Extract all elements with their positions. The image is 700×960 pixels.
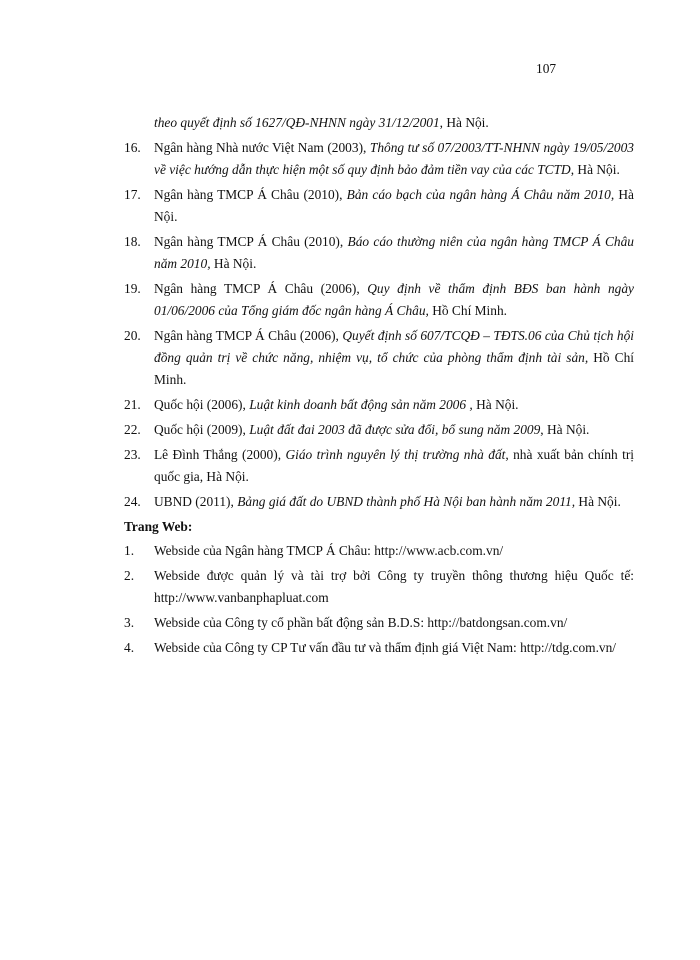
reference-title: Giáo trình nguyên lý thị trường nhà đất — [285, 447, 506, 462]
reference-title: Bảng giá đất do UBND thành phố Hà Nội ban hành năm 2011, — [237, 494, 576, 509]
reference-continuation — [124, 112, 634, 134]
reference-tail: Hồ Chí Minh. — [154, 350, 634, 387]
reference-tail: Hà Nội. — [210, 256, 257, 271]
reference-author: Ngân hàng TMCP Á Châu (2010), — [154, 234, 348, 249]
website-text: Webside của Công ty cổ phần bất động sản B.D.S: http://batdongsan.com.vn/ — [154, 615, 568, 630]
reference-author: Ngân hàng Nhà nước Việt Nam (2003), — [154, 140, 370, 155]
reference-item — [124, 419, 634, 441]
website-number: 4. — [124, 640, 135, 655]
reference-tail: , nhà xuất bản chính trị quốc gia, Hà Nội. — [154, 447, 634, 484]
reference-item — [124, 231, 634, 275]
website-item — [124, 637, 634, 659]
reference-title: Quy định về thẩm định BĐS ban hành ngày 01/06/2006 của Tổng giám đốc ngân hàng Á Châu, — [154, 281, 634, 318]
reference-list — [124, 112, 634, 662]
website-number: 1. — [124, 543, 135, 558]
reference-tail: Hà Nội. — [575, 494, 621, 509]
reference-title: theo quyết định số 1627/QĐ-NHNN ngày 31/12/2001 — [154, 115, 440, 130]
reference-number: 23. — [124, 447, 141, 462]
reference-item — [124, 184, 634, 228]
website-text: Webside của Ngân hàng TMCP Á Châu: http://www.acb.com.vn/ — [154, 543, 504, 558]
reference-number: 22. — [124, 422, 141, 437]
reference-tail: , Hà Nội. — [439, 115, 489, 130]
reference-author: Ngân hàng TMCP Á Châu (2010), — [154, 187, 347, 202]
reference-number: 16. — [124, 140, 141, 155]
reference-title: Bản cáo bạch của ngân hàng Á Châu năm 2010, — [346, 187, 615, 202]
reference-title: Luật kinh doanh bất động sản năm 2006 , — [249, 397, 473, 412]
reference-tail: Hà Nội. — [472, 397, 519, 412]
reference-author: Lê Đình Thắng (2000), — [154, 447, 286, 462]
website-number: 2. — [124, 568, 135, 583]
reference-title: Quyết định số 607/TCQĐ – TĐTS.06 của Chủ tịch hội đồng quản trị về chức năng, nhiệm vụ, tổ chức của phòng thẩm định tài sản, — [154, 328, 634, 365]
reference-item — [124, 278, 634, 322]
reference-title: Luật đất đai 2003 đã được sửa đổi, bổ sung năm 2009 — [249, 422, 541, 437]
reference-tail: , Hà Nội. — [540, 422, 590, 437]
reference-item — [124, 491, 634, 513]
reference-tail: Hồ Chí Minh. — [428, 303, 507, 318]
website-item — [124, 540, 634, 562]
page-number: 107 — [536, 61, 557, 76]
website-text: Webside được quản lý và tài trợ bởi Công ty truyền thông thương hiệu Quốc tế: http://www.vanbanphapluat.com — [154, 568, 634, 605]
reference-number: 17. — [124, 187, 141, 202]
reference-title: Báo cáo thường niên của ngân hàng TMCP Á Châu năm 2010, — [154, 234, 634, 271]
reference-number: 20. — [124, 328, 141, 343]
reference-author: Ngân hàng TMCP Á Châu (2006), — [154, 281, 368, 296]
website-item — [124, 612, 634, 634]
reference-author: Quốc hội (2006), — [154, 397, 250, 412]
reference-number: 24. — [124, 494, 141, 509]
reference-item — [124, 325, 634, 391]
reference-number: 21. — [124, 397, 141, 412]
reference-author: UBND (2011), — [154, 494, 238, 509]
reference-title: Thông tư số 07/2003/TT-NHNN ngày 19/05/2003 về việc hướng dẫn thực hiện một số quy định bảo đảm tiền vay của các TCTD — [154, 140, 634, 177]
website-number: 3. — [124, 615, 135, 630]
reference-number: 19. — [124, 281, 141, 296]
website-text: Webside của Công ty CP Tư vấn đầu tư và thẩm định giá Việt Nam: http://tdg.com.vn/ — [154, 640, 617, 655]
reference-tail: , Hà Nội. — [570, 162, 620, 177]
reference-author: Ngân hàng TMCP Á Châu (2006), — [154, 328, 343, 343]
reference-item — [124, 444, 634, 488]
reference-author: Quốc hội (2009), — [154, 422, 250, 437]
reference-item — [124, 137, 634, 181]
reference-item — [124, 394, 634, 416]
reference-tail: Hà Nội. — [154, 187, 634, 224]
web-section-heading: Trang Web: — [124, 519, 193, 534]
website-item — [124, 565, 634, 609]
reference-number: 18. — [124, 234, 141, 249]
